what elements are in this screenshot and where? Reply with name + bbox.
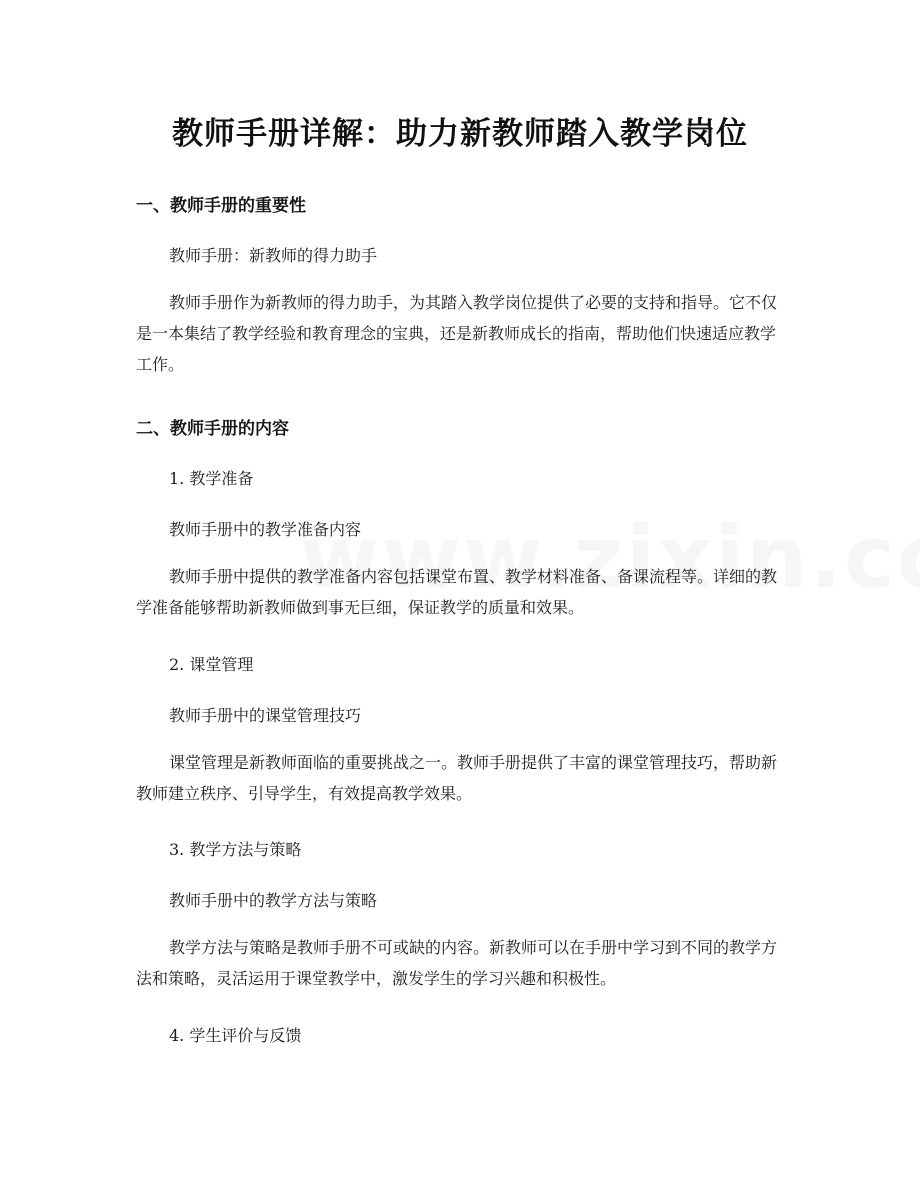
item-paragraph-1: 教师手册中提供的教学准备内容包括课堂布置、教学材料准备、备课流程等。详细的教学准备能够帮助新教师做到事无巨细，保证教学的质量和效果。 [136, 567, 778, 617]
section-heading-content: 二、教师手册的内容 [136, 419, 289, 439]
item-number-4: 4. 学生评价与反馈 [169, 1026, 302, 1045]
item-paragraph-2: 课堂管理是新教师面临的重要挑战之一。教师手册提供了丰富的课堂管理技巧，帮助新教师建立秩序、引导学生，有效提高教学效果。 [136, 753, 778, 803]
section-heading-importance: 一、教师手册的重要性 [136, 196, 306, 216]
item-subtitle-2: 教师手册中的课堂管理技巧 [169, 706, 362, 725]
item-subtitle-3: 教师手册中的教学方法与策略 [169, 891, 378, 910]
section1-paragraph: 教师手册作为新教师的得力助手，为其踏入教学岗位提供了必要的支持和指导。它不仅是一本集结了教学经验和教育理念的宝典，还是新教师成长的指南，帮助他们快速适应教学工作。 [136, 293, 778, 374]
item-paragraph-3: 教学方法与策略是教师手册不可或缺的内容。新教师可以在手册中学习到不同的教学方法和策略，灵活运用于课堂教学中，激发学生的学习兴趣和积极性。 [136, 938, 778, 988]
item-number-3: 3. 教学方法与策略 [169, 840, 302, 859]
section1-subtitle: 教师手册：新教师的得力助手 [169, 246, 378, 265]
item-number-2: 2. 课堂管理 [169, 655, 254, 674]
item-subtitle-1: 教师手册中的教学准备内容 [169, 520, 362, 539]
document-title: 教师手册详解：助力新教师踏入教学岗位 [172, 116, 748, 152]
item-number-1: 1. 教学准备 [169, 469, 254, 488]
